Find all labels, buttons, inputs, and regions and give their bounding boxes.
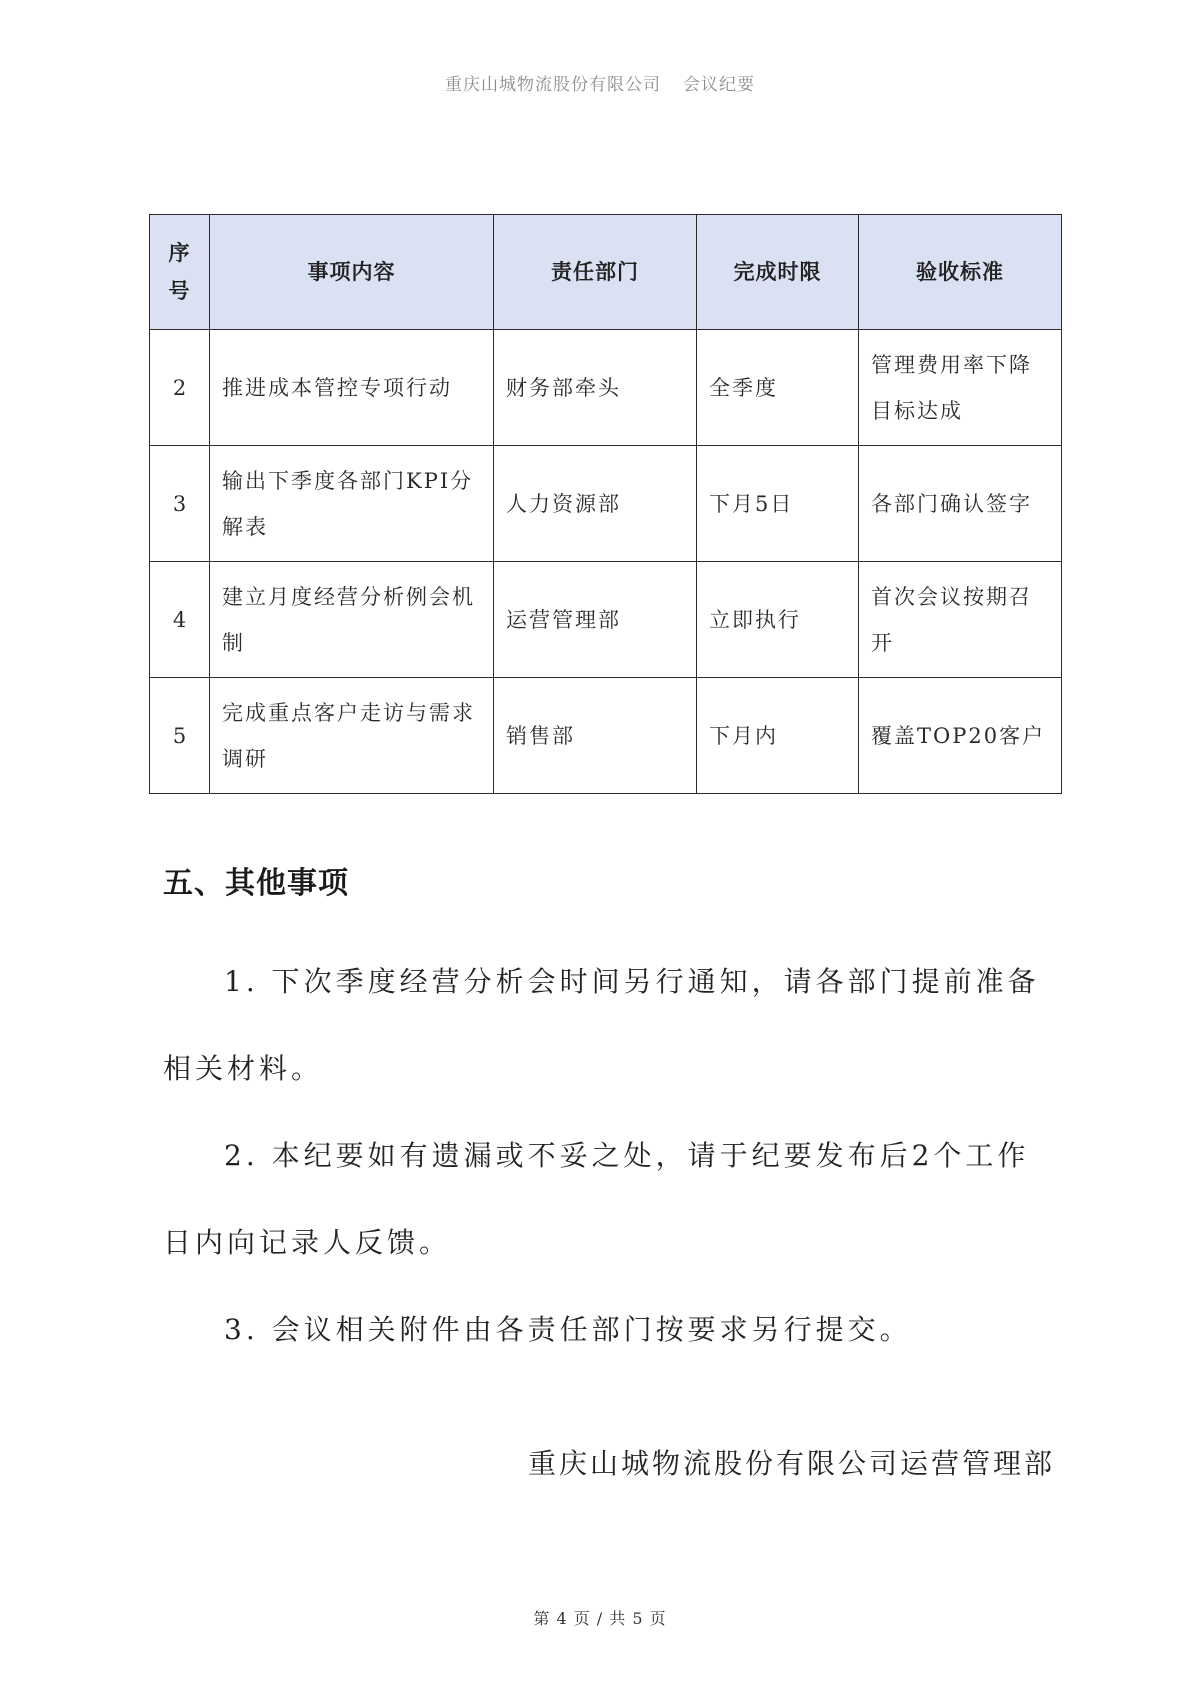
cell-content: 建立月度经营分析例会机制 [210, 562, 494, 678]
cell-deadline: 下月内 [697, 678, 859, 794]
table-row [150, 446, 1062, 562]
column-header-no-line1: 序号 [168, 241, 191, 303]
cell-dept: 运营管理部 [494, 562, 697, 678]
cell-criteria: 首次会议按期召开 [859, 562, 1062, 678]
cell-no: 2 [150, 330, 210, 446]
cell-deadline: 下月5日 [697, 446, 859, 562]
signature-department: 重庆山城物流股份有限公司运营管理部 [527, 1447, 1055, 1480]
cell-content: 输出下季度各部门KPI分解表 [210, 446, 494, 562]
cell-criteria: 覆盖TOP20客户 [859, 678, 1062, 794]
cell-dept: 财务部牵头 [494, 330, 697, 446]
list-item: 3. 会议相关附件由各责任部门按要求另行提交。 [224, 1313, 912, 1346]
section-heading: 五、其他事项 [163, 866, 349, 901]
cell-content: 完成重点客户走访与需求调研 [210, 678, 494, 794]
header-company: 重庆山城物流股份有限公司 [445, 75, 661, 95]
list-item: 1. 下次季度经营分析会时间另行通知，请各部门提前准备相关材料。 [163, 965, 1040, 1085]
cell-content: 推进成本管控专项行动 [210, 330, 494, 446]
table-row [150, 678, 1062, 794]
column-header-no [150, 215, 210, 330]
cell-dept: 销售部 [494, 678, 697, 794]
cell-no: 3 [150, 446, 210, 562]
column-header-deadline: 完成时限 [697, 215, 859, 330]
table-row [150, 330, 1062, 446]
cell-dept: 人力资源部 [494, 446, 697, 562]
cell-no: 5 [150, 678, 210, 794]
cell-no: 4 [150, 562, 210, 678]
column-header-criteria: 验收标准 [859, 215, 1062, 330]
list-item: 2. 本纪要如有遗漏或不妥之处，请于纪要发布后2个工作日内向记录人反馈。 [163, 1139, 1030, 1259]
task-table [149, 214, 1062, 794]
table-header-row [150, 215, 1062, 330]
page-header [0, 70, 1200, 95]
cell-deadline: 全季度 [697, 330, 859, 446]
other-items-list [163, 938, 1053, 1373]
page-number: 第 4 页 / 共 5 页 [533, 1609, 667, 1628]
cell-criteria: 各部门确认签字 [859, 446, 1062, 562]
cell-deadline: 立即执行 [697, 562, 859, 678]
table-row [150, 562, 1062, 678]
column-header-content: 事项内容 [210, 215, 494, 330]
header-doc-type: 会议纪要 [683, 75, 755, 95]
cell-criteria: 管理费用率下降目标达成 [859, 330, 1062, 446]
column-header-dept: 责任部门 [494, 215, 697, 330]
